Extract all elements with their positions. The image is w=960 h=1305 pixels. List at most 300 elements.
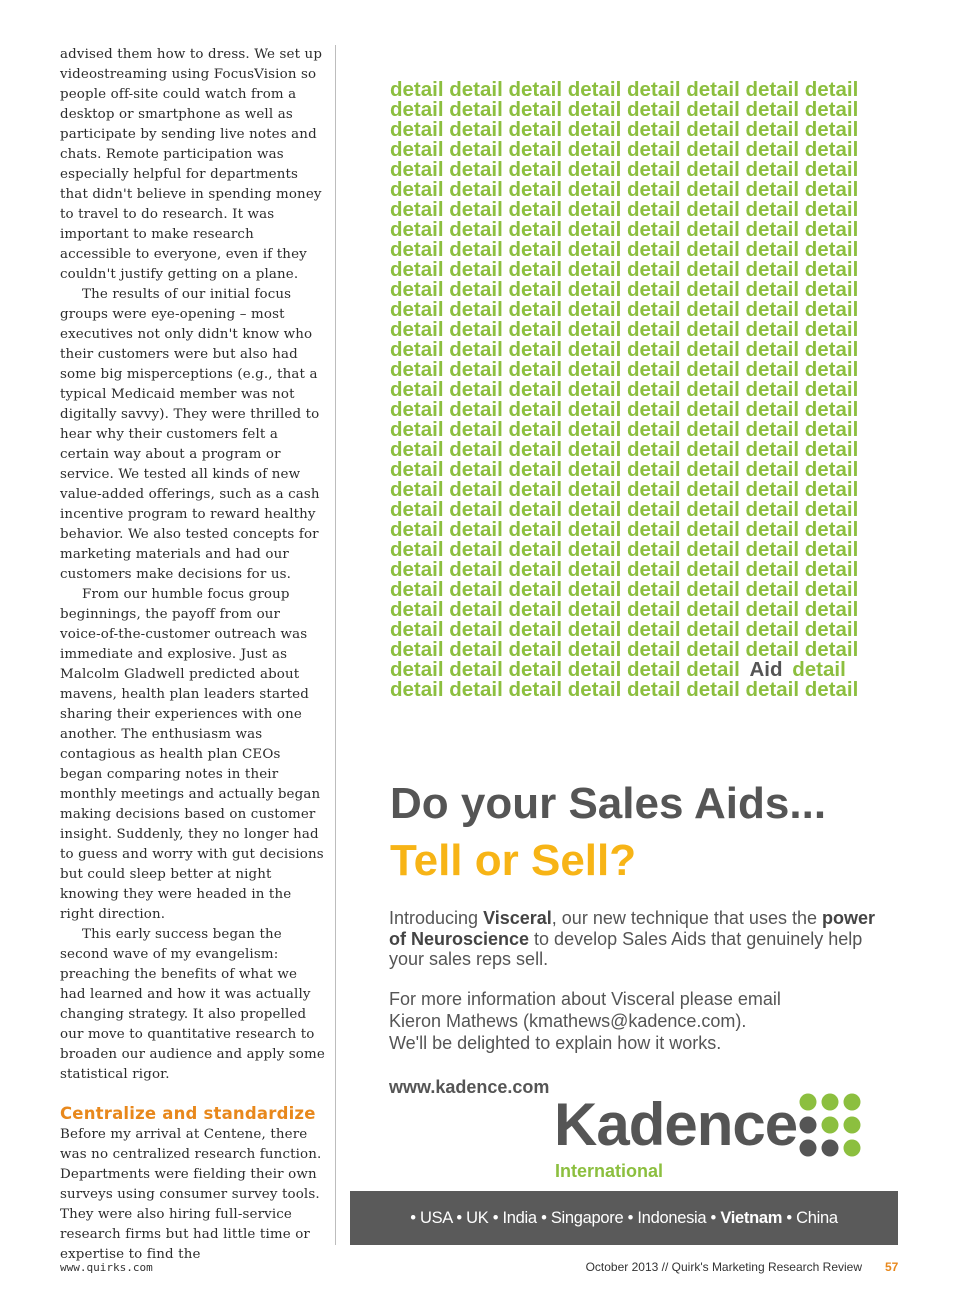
detail-line (390, 600, 890, 620)
detail-word: detail (804, 298, 859, 321)
detail-word: detail (390, 318, 444, 341)
detail-word: detail (804, 598, 859, 621)
detail-word: detail (627, 198, 681, 221)
detail-word: detail (627, 358, 681, 381)
detail-word: detail (567, 218, 622, 241)
detail-word: detail (508, 118, 563, 141)
detail-word: detail (804, 578, 859, 601)
detail-word: detail (686, 478, 740, 501)
detail-word: detail (804, 278, 859, 301)
detail-word: detail (449, 298, 503, 321)
detail-word: detail (745, 358, 800, 381)
detail-word: detail (567, 178, 622, 201)
detail-word: detail (686, 398, 740, 421)
detail-word: detail (627, 78, 681, 101)
detail-word: detail (567, 678, 622, 701)
intro-bold: power of Neuroscience (389, 908, 875, 949)
detail-word: detail (567, 398, 622, 421)
detail-word: detail (449, 618, 503, 641)
detail-word: detail (627, 518, 681, 541)
detail-word: detail (686, 358, 740, 381)
article-paragraph: From our humble focus group beginnings, the payoff from our voice-of-the-customer outreach was immediate and explosive. Just as Malcolm Gladwell predicted about mavens, health plan leaders started sharing their experiences with one another. The enthusiasm was contagious as health plan CEOs began comparing notes in their monthly meetings and actually began making decisions based on customer insight. Suddenly, they no longer had to guess and worry with gut decisions but could sleep better at night knowing they were headed in the right direction. (60, 587, 324, 922)
detail-word: detail (390, 298, 444, 321)
countries-text: • USA • UK • India • Singapore • Indonesia • (410, 1209, 721, 1227)
detail-word: detail (449, 378, 503, 401)
detail-word: detail (449, 138, 503, 161)
detail-word: detail (508, 578, 563, 601)
detail-word: detail (508, 478, 563, 501)
detail-word: detail (745, 498, 800, 521)
article-paragraph: The results of our initial focus groups were eye-opening – most executives not only didn't know who their customers were but also had some big misperceptions (e.g., that a typical Medicaid member was not digitally savvy). They were thrilled to hear why their customers felt a certain way about a program or service. We tested all kinds of new value-added offerings, such as a cash incentive program to reward healthy behavior. We also tested concepts for marketing materials and had our customers make decisions for us. (60, 287, 320, 582)
intro-text: , our new technique that uses the (551, 908, 822, 928)
detail-word: detail (567, 158, 622, 181)
detail-word: detail (627, 258, 681, 281)
detail-word: detail (745, 538, 800, 561)
detail-word: detail (508, 618, 563, 641)
detail-word: detail (745, 198, 800, 221)
contact-line: For more information about Visceral please email (389, 989, 781, 1009)
detail-word: detail (508, 658, 563, 681)
detail-word: detail (804, 558, 859, 581)
detail-word: detail (804, 358, 859, 381)
detail-word: detail (567, 98, 622, 121)
detail-word: detail (508, 98, 563, 121)
detail-word: detail (804, 198, 859, 221)
detail-word: detail (745, 418, 800, 441)
detail-word: detail (567, 358, 622, 381)
detail-word: detail (390, 658, 444, 681)
detail-word: detail (745, 238, 800, 261)
detail-word: detail (390, 198, 444, 221)
detail-word: detail (686, 258, 740, 281)
detail-word: detail (627, 578, 681, 601)
ad-contact-text (389, 988, 889, 1054)
detail-word: detail (627, 338, 681, 361)
detail-word: detail (567, 78, 622, 101)
detail-word: detail (804, 378, 859, 401)
detail-word: detail (804, 258, 859, 281)
detail-word: detail (390, 138, 444, 161)
detail-word: detail (745, 78, 800, 101)
detail-word: detail (567, 458, 622, 481)
detail-word: detail (627, 458, 681, 481)
detail-line (390, 120, 890, 140)
detail-word: detail (508, 258, 563, 281)
detail-word: detail (804, 678, 859, 701)
detail-line (390, 500, 890, 520)
kadence-logo-subtitle: International (555, 1161, 664, 1181)
detail-word: detail (804, 638, 859, 661)
detail-word: detail (449, 558, 503, 581)
detail-word: detail (804, 478, 859, 501)
detail-word: detail (745, 518, 800, 541)
detail-word: detail (508, 138, 563, 161)
detail-word: detail (745, 378, 800, 401)
detail-word: detail (390, 398, 444, 421)
detail-line (390, 280, 890, 300)
detail-word: detail (449, 418, 503, 441)
detail-word: detail (449, 398, 503, 421)
detail-word: detail (390, 178, 444, 201)
aid-highlight-word: Aid (749, 658, 783, 681)
detail-word: detail (686, 278, 740, 301)
detail-line (390, 260, 890, 280)
detail-word: detail (804, 138, 859, 161)
detail-line (390, 300, 890, 320)
detail-word: detail (390, 98, 444, 121)
detail-word: detail (508, 378, 563, 401)
intro-text: to develop Sales Aids that genuinely help your sales reps sell. (389, 928, 863, 969)
detail-word: detail (745, 578, 800, 601)
article-paragraph: This early success began the second wave of my evangelism: preaching the benefits of what we had learned and how it was actually changing strategy. It also propelled our move to quantitative research to broaden our audience and apply some statistical rigor. (60, 927, 325, 1082)
detail-word: detail (508, 318, 563, 341)
detail-word: detail (686, 238, 740, 261)
detail-line (390, 620, 890, 640)
detail-word: detail (686, 138, 740, 161)
article-paragraph: Before my arrival at Centene, there was no centralized research function. Departments were fielding their own surveys using consumer survey tools. They were also hiring full-service research firms but had little time or expertise to find the (60, 1127, 322, 1262)
detail-word: detail (449, 118, 503, 141)
detail-word: detail (804, 118, 859, 141)
detail-word: detail (745, 318, 800, 341)
detail-word: detail (686, 418, 740, 441)
detail-word: detail (567, 278, 622, 301)
detail-word: detail (390, 638, 444, 661)
footer-issue: October 2013 // Quirk's Marketing Research Review (585, 1260, 862, 1274)
ad-subheadline: Tell or Sell? (390, 836, 637, 885)
detail-word: detail (449, 578, 503, 601)
detail-line (390, 420, 890, 440)
detail-line (390, 540, 890, 560)
detail-word: detail (686, 318, 740, 341)
detail-word: detail (804, 618, 859, 641)
detail-word: detail (567, 638, 622, 661)
detail-word: detail (686, 598, 740, 621)
detail-word: detail (449, 218, 503, 241)
detail-word: detail (508, 558, 563, 581)
detail-word: detail (390, 678, 444, 701)
section-subhead: Centralize and standardize (60, 1104, 316, 1123)
detail-word: detail (627, 178, 681, 201)
detail-word: detail (686, 218, 740, 241)
detail-word: detail (390, 498, 444, 521)
detail-word: detail (567, 598, 622, 621)
detail-word: detail (449, 358, 503, 381)
detail-word: detail (390, 618, 444, 641)
detail-word: detail (745, 558, 800, 581)
detail-word-pattern (390, 80, 890, 700)
detail-line (390, 200, 890, 220)
detail-line (390, 560, 890, 580)
countries-text: • China (782, 1209, 838, 1227)
detail-line (390, 580, 890, 600)
detail-word: detail (390, 578, 444, 601)
detail-word: detail (449, 278, 503, 301)
detail-word: detail (745, 678, 800, 701)
detail-word: detail (686, 118, 740, 141)
detail-word: detail (627, 678, 681, 701)
detail-line (390, 80, 890, 100)
detail-word: detail (567, 238, 622, 261)
detail-word: detail (804, 498, 859, 521)
detail-word: detail (449, 478, 503, 501)
detail-word: detail (627, 238, 681, 261)
detail-word: detail (745, 218, 800, 241)
detail-word: detail (449, 338, 503, 361)
detail-word: detail (449, 538, 503, 561)
detail-word: detail (804, 338, 859, 361)
detail-word: detail (627, 98, 681, 121)
detail-word: detail (390, 78, 444, 101)
detail-word: detail (390, 418, 444, 441)
detail-word: detail (804, 418, 859, 441)
detail-word: detail (686, 678, 740, 701)
detail-word: detail (686, 438, 740, 461)
detail-word: detail (449, 638, 503, 661)
detail-word: detail (804, 78, 859, 101)
detail-word: detail (449, 518, 503, 541)
detail-word: detail (390, 478, 444, 501)
detail-line (390, 680, 890, 700)
page-number: 57 (885, 1260, 899, 1274)
article-column (60, 45, 325, 1265)
detail-word: detail (508, 358, 563, 381)
detail-word: detail (627, 538, 681, 561)
detail-word: detail (567, 258, 622, 281)
detail-word: detail (567, 658, 622, 681)
detail-word: detail (686, 518, 740, 541)
detail-word: detail (508, 298, 563, 321)
detail-word: detail (567, 518, 622, 541)
detail-word: detail (508, 678, 563, 701)
detail-word: detail (449, 498, 503, 521)
detail-word: detail (567, 418, 622, 441)
detail-word: detail (449, 98, 503, 121)
detail-word: detail (567, 618, 622, 641)
detail-word: detail (627, 498, 681, 521)
detail-word: detail (567, 378, 622, 401)
detail-word: detail (627, 158, 681, 181)
detail-word: detail (686, 178, 740, 201)
detail-word: detail (686, 498, 740, 521)
detail-line (390, 460, 890, 480)
detail-word: detail (804, 178, 859, 201)
detail-word: detail (567, 198, 622, 221)
detail-word: detail (508, 638, 563, 661)
footer-website: www.quirks.com (60, 1261, 153, 1274)
detail-line (390, 240, 890, 260)
contact-line: We'll be delighted to explain how it works. (389, 1033, 722, 1053)
detail-word: detail (567, 438, 622, 461)
detail-word: detail (627, 478, 681, 501)
detail-word: detail (449, 158, 503, 181)
detail-word: detail (686, 198, 740, 221)
detail-word: detail (390, 358, 444, 381)
detail-word: detail (390, 278, 444, 301)
detail-word: detail (449, 198, 503, 221)
detail-word: detail (627, 298, 681, 321)
detail-word: detail (686, 578, 740, 601)
detail-line (390, 640, 890, 660)
detail-word: detail (390, 458, 444, 481)
detail-word: detail (804, 98, 859, 121)
detail-word: detail (390, 558, 444, 581)
detail-word: detail (627, 598, 681, 621)
detail-word: detail (508, 458, 563, 481)
detail-word: detail (508, 598, 563, 621)
detail-word: detail (449, 238, 503, 261)
detail-line (390, 400, 890, 420)
countries-bar (350, 1191, 898, 1245)
detail-word: detail (745, 118, 800, 141)
detail-word: detail (804, 318, 859, 341)
detail-word: detail (508, 518, 563, 541)
detail-word: detail (508, 538, 563, 561)
detail-word: detail (686, 98, 740, 121)
detail-word: detail (567, 498, 622, 521)
detail-line (390, 160, 890, 180)
ad-headline: Do your Sales Aids... (390, 779, 827, 828)
detail-word: detail (745, 258, 800, 281)
detail-line (390, 520, 890, 540)
detail-word: detail (804, 538, 859, 561)
detail-word: detail (390, 378, 444, 401)
detail-word: detail (627, 638, 681, 661)
detail-word: detail (804, 438, 859, 461)
detail-word: detail (449, 78, 503, 101)
detail-word: detail (804, 398, 859, 421)
detail-word: detail (390, 518, 444, 541)
detail-word: detail (686, 78, 740, 101)
detail-word: detail (390, 538, 444, 561)
detail-line (390, 660, 890, 680)
detail-word: detail (745, 478, 800, 501)
intro-bold: Visceral (483, 908, 552, 928)
detail-word: detail (627, 278, 681, 301)
kadence-logo-dots-icon (798, 1093, 862, 1157)
article-paragraph: advised them how to dress. We set up videostreaming using FocusVision so people off-site could watch from a desktop or smartphone as well as participate by sending live notes and chats. Remote participation was especially helpful for departments that didn't believe in spending money to travel to do research. It was important to make research accessible to everyone, even if they couldn't justify getting on a plane. (60, 47, 323, 282)
detail-word: detail (686, 638, 740, 661)
detail-line (390, 140, 890, 160)
detail-word: detail (627, 218, 681, 241)
detail-word: detail (390, 598, 444, 621)
detail-word: detail (567, 138, 622, 161)
detail-word: detail (449, 598, 503, 621)
detail-word: detail (804, 238, 859, 261)
detail-word: detail (390, 118, 444, 141)
detail-word: detail (508, 218, 563, 241)
detail-word: detail (449, 178, 503, 201)
detail-word: detail (804, 218, 859, 241)
detail-word: detail (745, 598, 800, 621)
detail-word: detail (745, 458, 800, 481)
detail-word: detail (745, 278, 800, 301)
detail-word: detail (804, 518, 859, 541)
detail-word: detail (508, 498, 563, 521)
detail-word: detail (745, 638, 800, 661)
detail-word: detail (745, 178, 800, 201)
detail-word: detail (449, 258, 503, 281)
detail-word: detail (390, 338, 444, 361)
ad-website: www.kadence.com (389, 1077, 550, 1097)
detail-word: detail (627, 378, 681, 401)
detail-line (390, 320, 890, 340)
column-divider (335, 45, 336, 1245)
detail-word: detail (627, 618, 681, 641)
ad-intro-text (389, 908, 889, 970)
detail-word: detail (567, 578, 622, 601)
detail-word: detail (508, 158, 563, 181)
detail-word: detail (804, 158, 859, 181)
detail-word: detail (567, 478, 622, 501)
detail-word: detail (449, 658, 503, 681)
detail-word: detail (745, 438, 800, 461)
detail-word: detail (567, 298, 622, 321)
detail-word: detail (745, 618, 800, 641)
detail-word: detail (390, 238, 444, 261)
detail-word: detail (745, 138, 800, 161)
detail-word: detail (686, 458, 740, 481)
detail-word: detail (804, 458, 859, 481)
detail-word: detail (567, 338, 622, 361)
kadence-logo-wordmark: Kadence (554, 1091, 798, 1158)
detail-word: detail (508, 398, 563, 421)
detail-word: detail (686, 618, 740, 641)
detail-word: detail (745, 98, 800, 121)
detail-word: detail (627, 318, 681, 341)
detail-word: detail (390, 438, 444, 461)
detail-word: detail (686, 158, 740, 181)
detail-word: detail (627, 138, 681, 161)
detail-word: detail (627, 118, 681, 141)
detail-word: detail (686, 558, 740, 581)
detail-word: detail (390, 158, 444, 181)
detail-word: detail (792, 658, 846, 681)
detail-word: detail (508, 418, 563, 441)
detail-word: detail (508, 198, 563, 221)
detail-line (390, 480, 890, 500)
detail-word: detail (686, 378, 740, 401)
detail-word: detail (627, 558, 681, 581)
detail-word: detail (686, 658, 740, 681)
detail-line (390, 340, 890, 360)
detail-line (390, 220, 890, 240)
detail-word: detail (508, 178, 563, 201)
contact-line: Kieron Mathews (kmathews@kadence.com). (389, 1011, 747, 1031)
detail-word: detail (449, 458, 503, 481)
detail-word: detail (627, 398, 681, 421)
intro-text: Introducing (389, 908, 484, 928)
detail-word: detail (745, 338, 800, 361)
detail-word: detail (508, 278, 563, 301)
countries-bold: Vietnam (720, 1209, 783, 1227)
detail-word: detail (627, 438, 681, 461)
kadence-advertisement (350, 80, 898, 1245)
detail-word: detail (745, 298, 800, 321)
detail-word: detail (567, 538, 622, 561)
detail-word: detail (567, 118, 622, 141)
detail-word: detail (508, 338, 563, 361)
detail-word: detail (745, 158, 800, 181)
detail-word: detail (567, 318, 622, 341)
detail-word: detail (686, 538, 740, 561)
detail-word: detail (508, 438, 563, 461)
detail-word: detail (745, 398, 800, 421)
detail-word: detail (508, 78, 563, 101)
detail-word: detail (449, 678, 503, 701)
detail-word: detail (390, 258, 444, 281)
detail-word: detail (627, 418, 681, 441)
detail-line (390, 360, 890, 380)
